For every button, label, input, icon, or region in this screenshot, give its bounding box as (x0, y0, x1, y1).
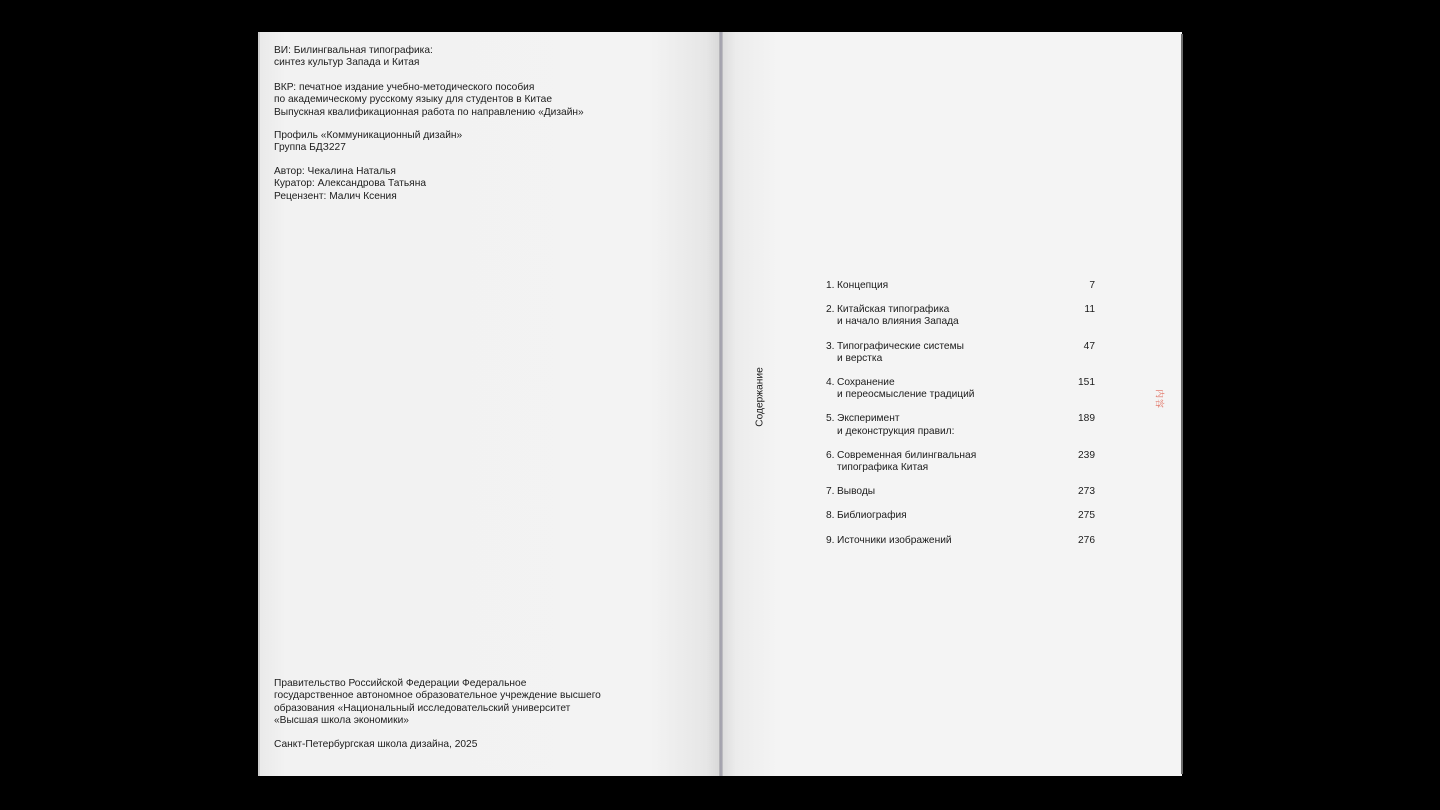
toc-item-number: 3. (826, 340, 835, 352)
toc-item-text: Эксперимент (837, 413, 900, 425)
toc-item-title (826, 377, 1096, 389)
toc-item-page: 275 (1078, 510, 1095, 522)
toc-item-title (826, 341, 1096, 353)
toc-item-text: Выводы (837, 486, 876, 498)
toc-item-number: 6. (826, 449, 835, 461)
toc-item (826, 341, 1096, 365)
toc-item-number: 4. (826, 377, 835, 389)
table-of-contents (826, 280, 1096, 559)
toc-item-number: 1. (826, 280, 835, 291)
toc-item-title-cont (826, 389, 1096, 401)
curator-line: Куратор: Александрова Татьяна (274, 178, 426, 190)
institution-line: образования «Национальный исследовательский университет (274, 702, 571, 714)
toc-item-number: 5. (826, 413, 835, 425)
credits (274, 166, 426, 203)
toc-item-title (826, 304, 1096, 316)
profile-line: Профиль «Коммуникационный дизайн» (274, 130, 463, 141)
page-edge (1181, 34, 1183, 774)
toc-item-page: 276 (1078, 534, 1095, 546)
institution-line: Правительство Российской Федерации Федеральное (274, 678, 527, 689)
work-title-line: ВИ: Билингвальная типографика: (274, 45, 433, 56)
reviewer-line: Рецензент: Малич Ксения (274, 190, 397, 202)
toc-item-title-cont (826, 353, 1096, 365)
vkr-line: Выпускная квалификационная работа по направлению «Дизайн» (274, 106, 584, 118)
work-title (274, 45, 433, 70)
toc-item-page: 151 (1078, 377, 1095, 389)
profile-info (274, 130, 462, 155)
toc-item-title (826, 450, 1096, 462)
institution-line: государственное автономное образовательное учреждение высшего (274, 690, 601, 702)
institution (274, 678, 601, 728)
city-year (274, 739, 477, 751)
toc-item-page: 239 (1078, 449, 1095, 461)
toc-item-title (826, 413, 1096, 425)
toc-item-page: 47 (1083, 340, 1095, 352)
toc-item-text: Типографические системы (837, 340, 964, 352)
toc-item-title (826, 535, 1096, 547)
toc-item-title-cont (826, 426, 1096, 438)
toc-item-text: Китайская типографика (837, 304, 950, 316)
toc-item (826, 535, 1096, 547)
toc-item-text: Сохранение (837, 377, 895, 389)
toc-item-number: 2. (826, 304, 835, 316)
toc-item-text: Концепция (837, 280, 889, 291)
toc-item-text: и переосмысление традиций (837, 389, 975, 401)
toc-item-text: и верстка (837, 352, 883, 364)
toc-heading-chinese: 内容 (1153, 388, 1164, 410)
toc-item (826, 510, 1096, 522)
vkr-description (274, 82, 584, 119)
toc-item-text: и начало влияния Запада (837, 316, 959, 328)
group-line: Группа БДЗ227 (274, 142, 346, 154)
toc-item-text: типографика Китая (837, 462, 929, 474)
city-year-line: Санкт-Петербургская школа дизайна, 2025 (274, 739, 478, 750)
toc-item (826, 280, 1096, 292)
author-line: Автор: Чекалина Наталья (274, 166, 396, 177)
toc-item-text: Источники изображений (837, 534, 952, 546)
toc-item-page: 189 (1078, 413, 1095, 425)
toc-item-number: 8. (826, 510, 835, 522)
toc-item-page: 273 (1078, 486, 1095, 498)
toc-heading: Содержание (754, 367, 766, 427)
toc-item-text: Библиография (837, 510, 907, 522)
toc-item-number: 7. (826, 486, 835, 498)
toc-item-page: 7 (1089, 280, 1095, 291)
book-spine (719, 32, 723, 776)
work-title-line: синтез культур Запада и Китая (274, 57, 420, 69)
vkr-line: по академическому русскому языку для студентов в Китае (274, 94, 552, 106)
toc-item-title (826, 486, 1096, 498)
toc-item-text: Современная билингвальная (837, 449, 977, 461)
toc-item-title-cont (826, 316, 1096, 328)
toc-item (826, 450, 1096, 474)
toc-item (826, 413, 1096, 437)
toc-item-page: 11 (1084, 304, 1095, 316)
vkr-line: ВКР: печатное издание учебно-методического пособия (274, 82, 535, 93)
toc-item-title (826, 510, 1096, 522)
toc-item-text: и деконструкция правил: (837, 425, 955, 437)
toc-item-title (826, 280, 1096, 292)
toc-item-number: 9. (826, 534, 835, 546)
institution-line: «Высшая школа экономики» (274, 715, 409, 727)
toc-item (826, 486, 1096, 498)
toc-item (826, 304, 1096, 328)
toc-item (826, 377, 1096, 401)
toc-item-title-cont (826, 462, 1096, 474)
